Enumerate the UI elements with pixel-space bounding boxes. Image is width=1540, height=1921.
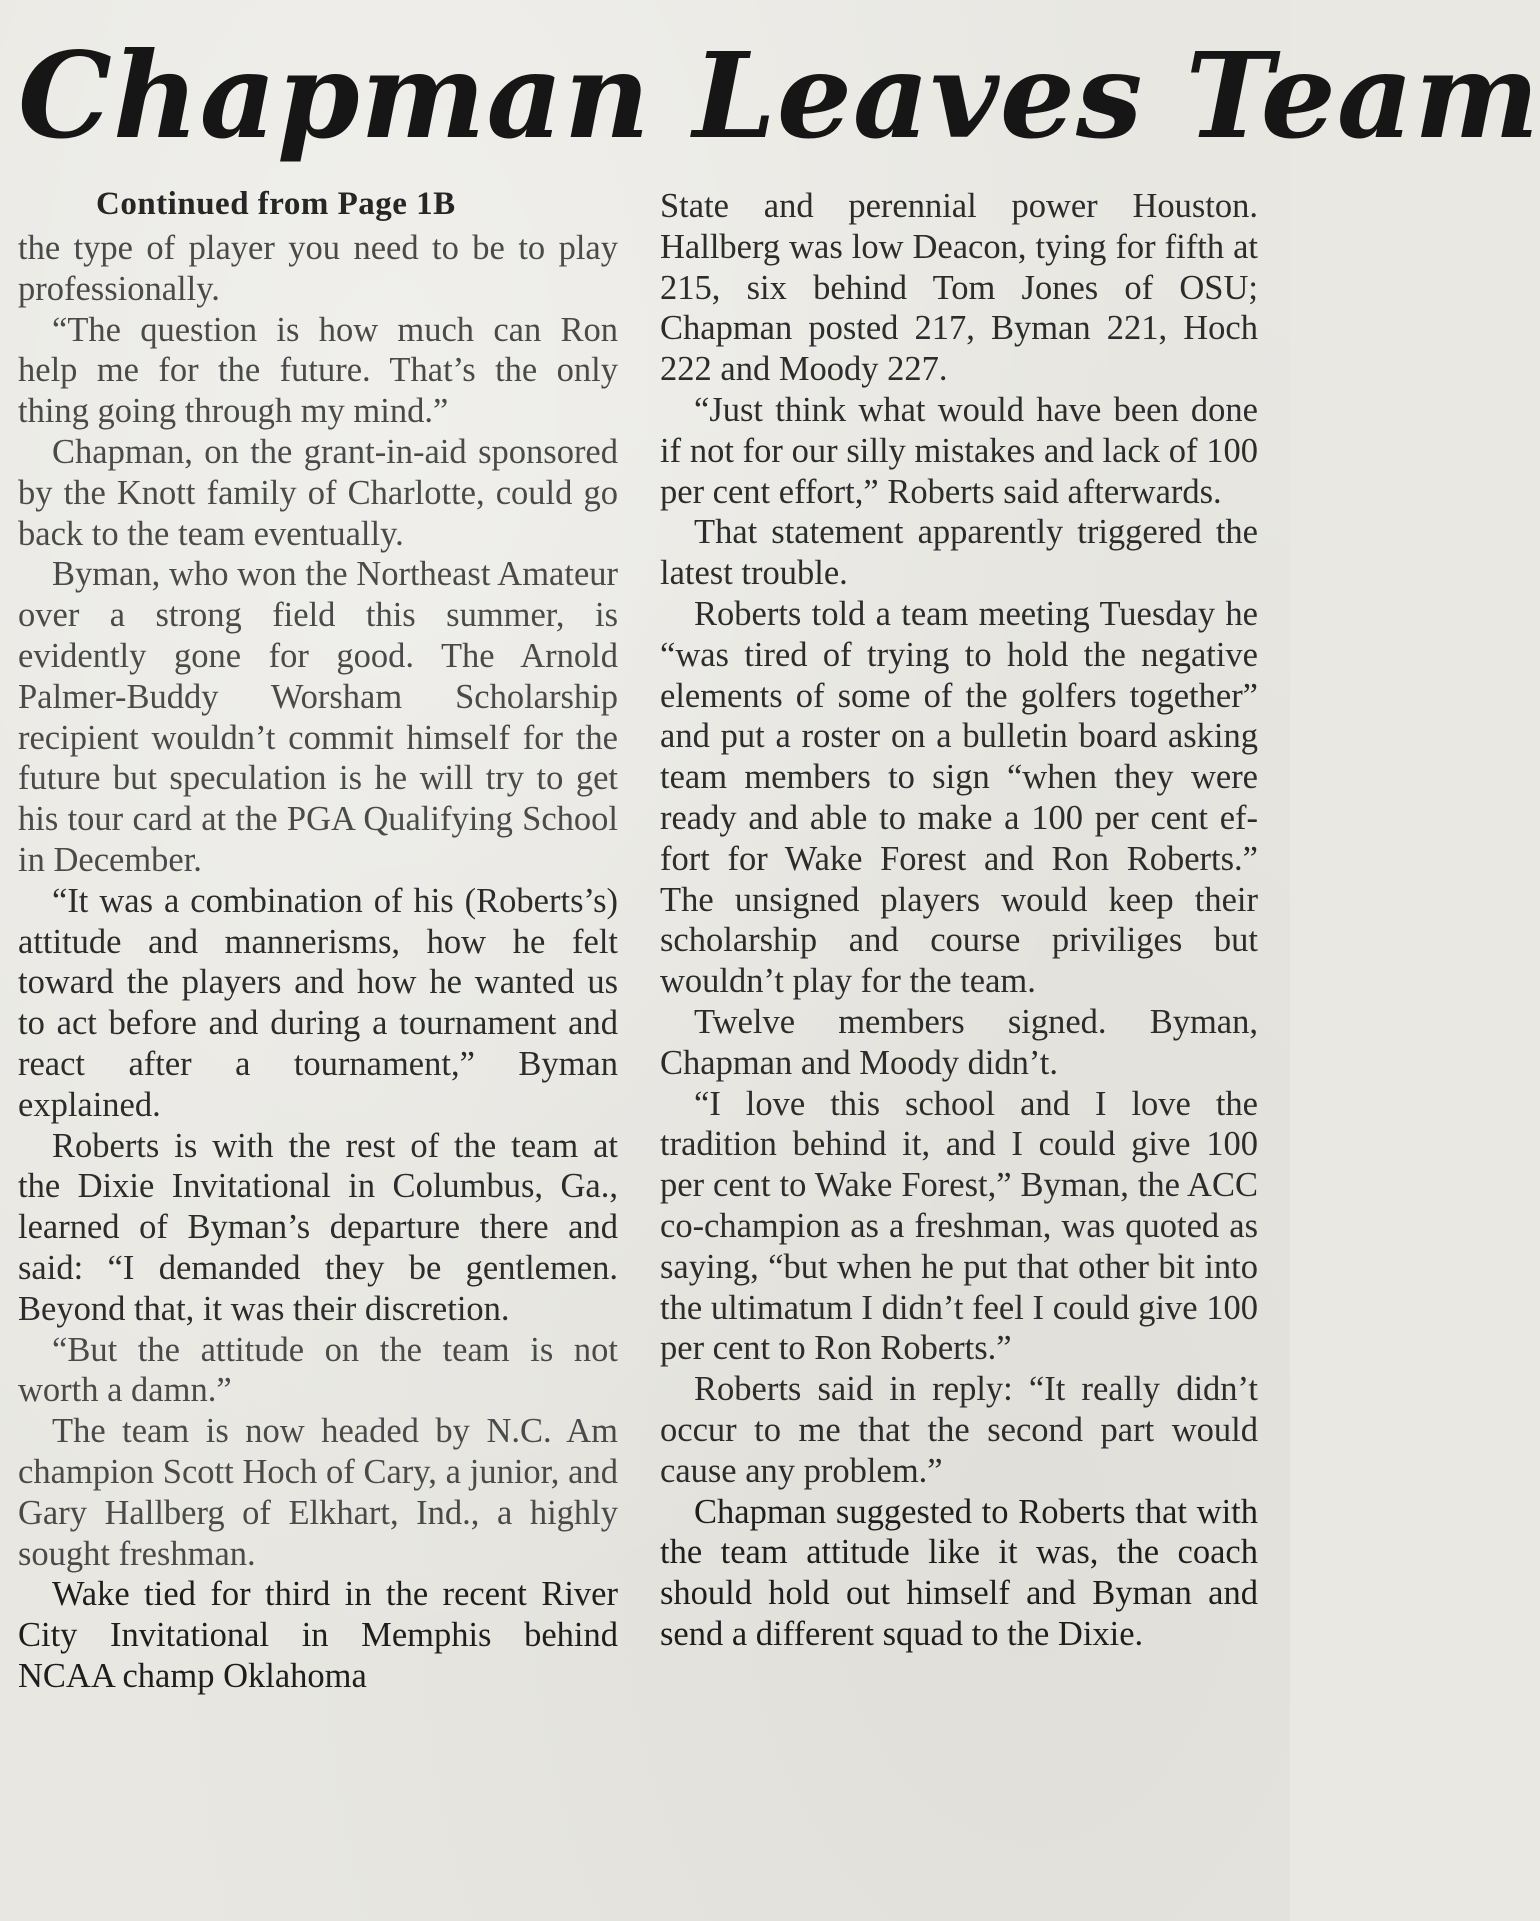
paragraph: “But the attitude on the team is not worth a damn.” [18, 1330, 618, 1410]
paragraph: Byman, who won the Northeast Amateur over a strong field this summer, is evidently gone for good. The Arnold Palmer-Buddy Worsham Scholarship recipient wouldn’t commit himself for the future but speculation is he will try to get his tour card at the PGA Qualifying School in December. [18, 555, 618, 879]
paragraph: Chapman, on the grant-in-aid sponsored by the Knott family of Charlotte, could go back to the team eventually. [18, 432, 618, 553]
paragraph: The team is now headed by N.C. Am champion Scott Hoch of Cary, a junior, and Gary Hallberg of Elkhart, Ind., a highly sought freshman. [18, 1412, 618, 1573]
paragraph: Roberts is with the rest of the team at the Dixie Invitational in Columbus, Ga., learned of Byman’s departure there and said: “I demanded they be gentlemen. Beyond that, it was their discretion. [18, 1126, 618, 1328]
paragraph: Wake tied for third in the recent River City Invitational in Memphis behind NCAA champ Oklahoma [18, 1575, 618, 1695]
paragraph: the type of player you need to be to play professionally. [18, 229, 618, 308]
paragraph: “Just think what would have been done if not for our silly mistakes and lack of 100 per cent effort,” Roberts said afterwards. [660, 390, 1258, 511]
continued-from-label: Continued from Page 1B [96, 186, 456, 222]
left-column [18, 182, 618, 1697]
paragraph: Roberts told a team meeting Tuesday he “was tired of trying to hold the negative elements of some of the golfers together” and put a roster on a bulletin board asking team members to sign “when they were ready and able to make a 100 per cent effort for Wake Forest and Ron Roberts.” The unsigned players would keep their scholarship and course priviliges but wouldn’t play for the team. [660, 594, 1258, 1001]
paragraph: Chapman suggested to Roberts that with the team attitude like it was, the coach should hold out himself and Byman and send a different squad to the Dixie. [660, 1492, 1258, 1653]
paragraph: State and perennial power Houston. Hallberg was low Deacon, tying for fifth at 215, six behind Tom Jones of OSU; Chapman posted 217, Byman 221, Hoch 222 and Moody 227. [660, 187, 1258, 389]
paragraph: “The question is how much can Ron help me for the future. That’s the only thing going through my mind.” [18, 310, 618, 431]
paragraph: Twelve members signed. Byman, Chapman and Moody didn’t. [660, 1002, 1258, 1082]
paragraph: Roberts said in reply: “It really didn’t occur to me that the second part would cause any problem.” [660, 1370, 1258, 1490]
column-divider [639, 200, 640, 1890]
headline: Chapman Leaves Team [18, 26, 1540, 165]
right-column [660, 186, 1258, 1655]
paragraph: “I love this school and I love the tradition behind it, and I could give 100 per cent to Wake Forest,” Byman, the ACC co-champion as a freshman, was quoted as saying, “but when he put that other bit into the ultimatum I didn’t feel I could give 100 per cent to Ron Roberts.” [660, 1084, 1258, 1368]
paragraph: That statement apparently triggered the latest trouble. [660, 513, 1258, 593]
paragraph: “It was a combination of his (Roberts’s) attitude and mannerisms, how he felt toward the players and how he wanted us to act before and during a tournament and react after a tournament,” Byman explained. [18, 881, 618, 1124]
